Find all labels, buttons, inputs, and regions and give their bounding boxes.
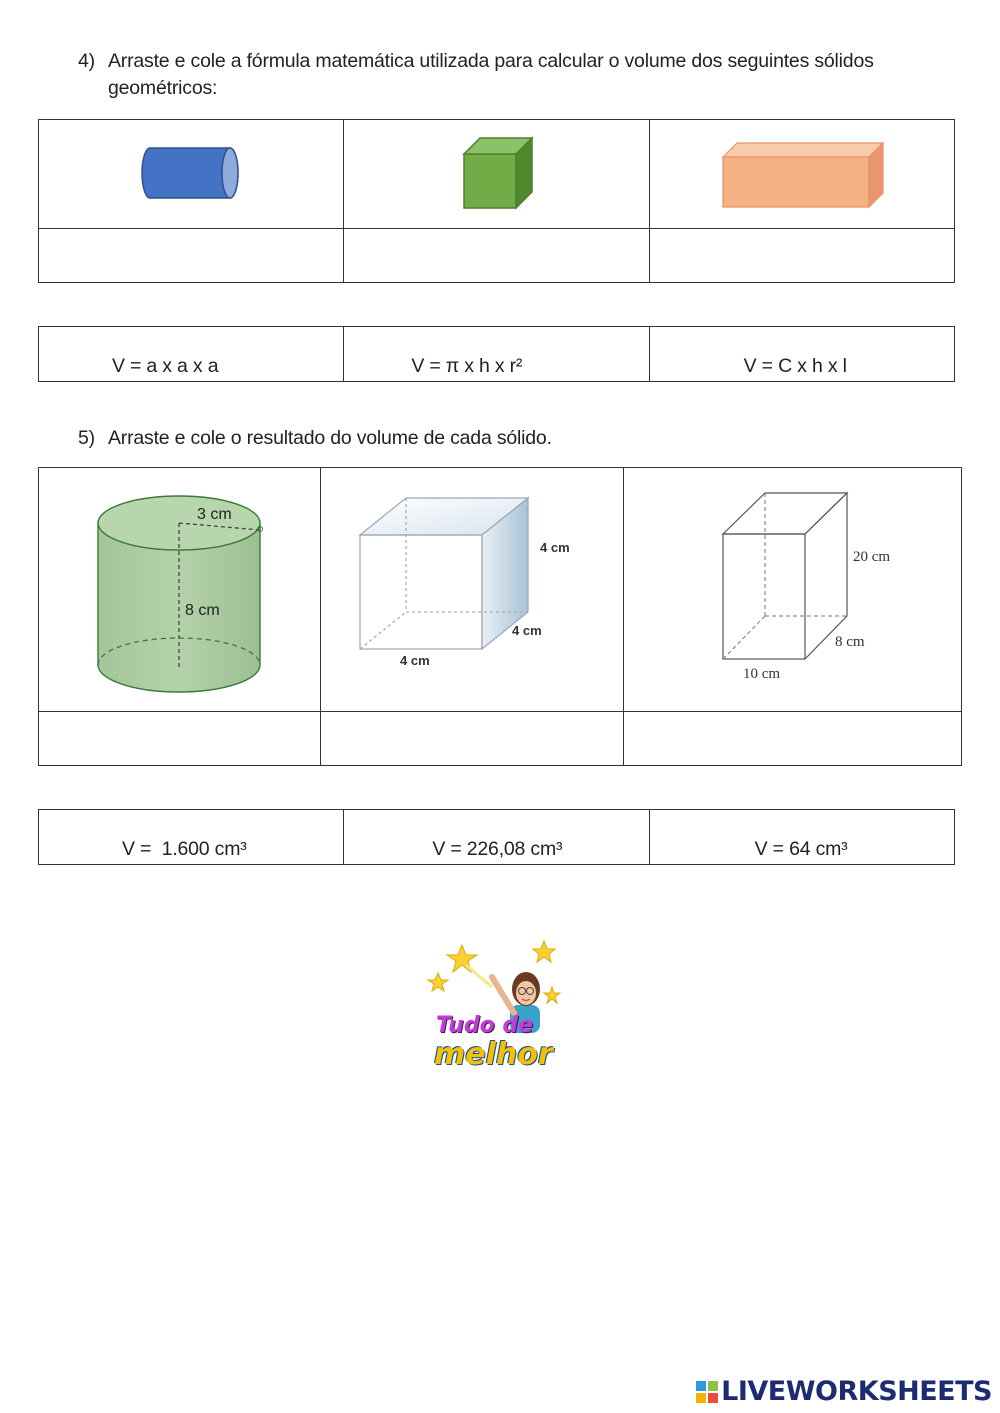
liveworksheets-brand[interactable] — [696, 1376, 992, 1407]
q4-drop-zone-cylinder[interactable] — [39, 229, 344, 283]
q5-drop-zone-prism[interactable] — [624, 712, 962, 766]
green-cube-icon — [456, 136, 536, 212]
q5-drop-zone-cylinder[interactable] — [39, 712, 321, 766]
tile-i — [708, 1381, 718, 1391]
tile-e — [708, 1393, 718, 1403]
cube-diagram — [342, 495, 602, 685]
cube-height-label: 4 cm — [540, 539, 570, 555]
q4-options-table — [38, 326, 955, 382]
q4-option-cell-1 — [39, 327, 344, 382]
q5-option-cell-3 — [649, 810, 954, 865]
q4-drop-zone-prism[interactable] — [649, 229, 954, 283]
q5-option-cell-2 — [344, 810, 649, 865]
q5-option-64[interactable]: V = 64 cm³ — [754, 837, 848, 860]
liveworksheets-logo-icon — [696, 1381, 718, 1403]
q5-option-1600[interactable]: V = 1.600 cm³ — [122, 837, 247, 860]
cylinder-cell — [39, 120, 344, 229]
cube-depth-label: 4 cm — [512, 622, 542, 638]
q5-drop-zone-cube[interactable] — [321, 712, 624, 766]
q4-option-cell-2 — [344, 327, 649, 382]
logo-line-2: melhor — [434, 1037, 553, 1072]
cylinder-diagram — [65, 475, 295, 705]
q4-option-cell-3 — [649, 327, 954, 382]
q5-option-cell-1 — [39, 810, 344, 865]
q4-option-cube-formula[interactable]: V = a x a x a — [112, 354, 219, 377]
cube-cell — [344, 120, 649, 229]
tile-v — [696, 1393, 706, 1403]
blue-cylinder-icon — [136, 142, 246, 206]
q4-option-prism-formula[interactable]: V = C x h x l — [743, 354, 847, 377]
logo-line-1: Tudo de — [436, 1013, 534, 1038]
cube-figure-cell — [321, 468, 624, 712]
q5-options-table — [38, 809, 955, 865]
question-5-number: 5) — [78, 427, 95, 449]
cube-width-label: 4 cm — [400, 652, 430, 668]
q4-option-cylinder-formula[interactable]: V = π x h x r² — [411, 354, 523, 377]
prism-depth-label: 8 cm — [834, 633, 865, 650]
cylinder-radius-label: 3 cm — [196, 505, 232, 523]
q4-drop-zone-cube[interactable] — [344, 229, 649, 283]
question-5-text: Arraste e cole o resultado do volume de cada sólido. — [108, 427, 552, 449]
prism-height-label: 20 cm — [852, 548, 890, 565]
tile-l — [696, 1381, 706, 1391]
orange-prism-icon — [717, 139, 887, 209]
prism-width-label: 10 cm — [742, 665, 780, 682]
tudo-de-melhor-logo — [420, 935, 570, 1085]
cylinder-figure-cell — [39, 468, 321, 712]
q5-option-22608[interactable]: V = 226,08 cm³ — [432, 837, 563, 860]
question-4 — [78, 48, 938, 104]
question-4-number: 4) — [78, 50, 95, 72]
q4-shape-table — [38, 119, 955, 283]
liveworksheets-wordmark: LIVEWORKSHEETS — [721, 1376, 992, 1407]
prism-diagram — [683, 490, 903, 690]
prism-cell — [649, 120, 954, 229]
prism-figure-cell — [624, 468, 962, 712]
cylinder-height-label: 8 cm — [184, 601, 220, 619]
question-4-text: Arraste e cole a fórmula matemática utilizada para calcular o volume dos seguintes sólidos geométricos: — [108, 50, 874, 99]
q5-figure-table — [38, 467, 962, 766]
question-5 — [78, 425, 938, 453]
